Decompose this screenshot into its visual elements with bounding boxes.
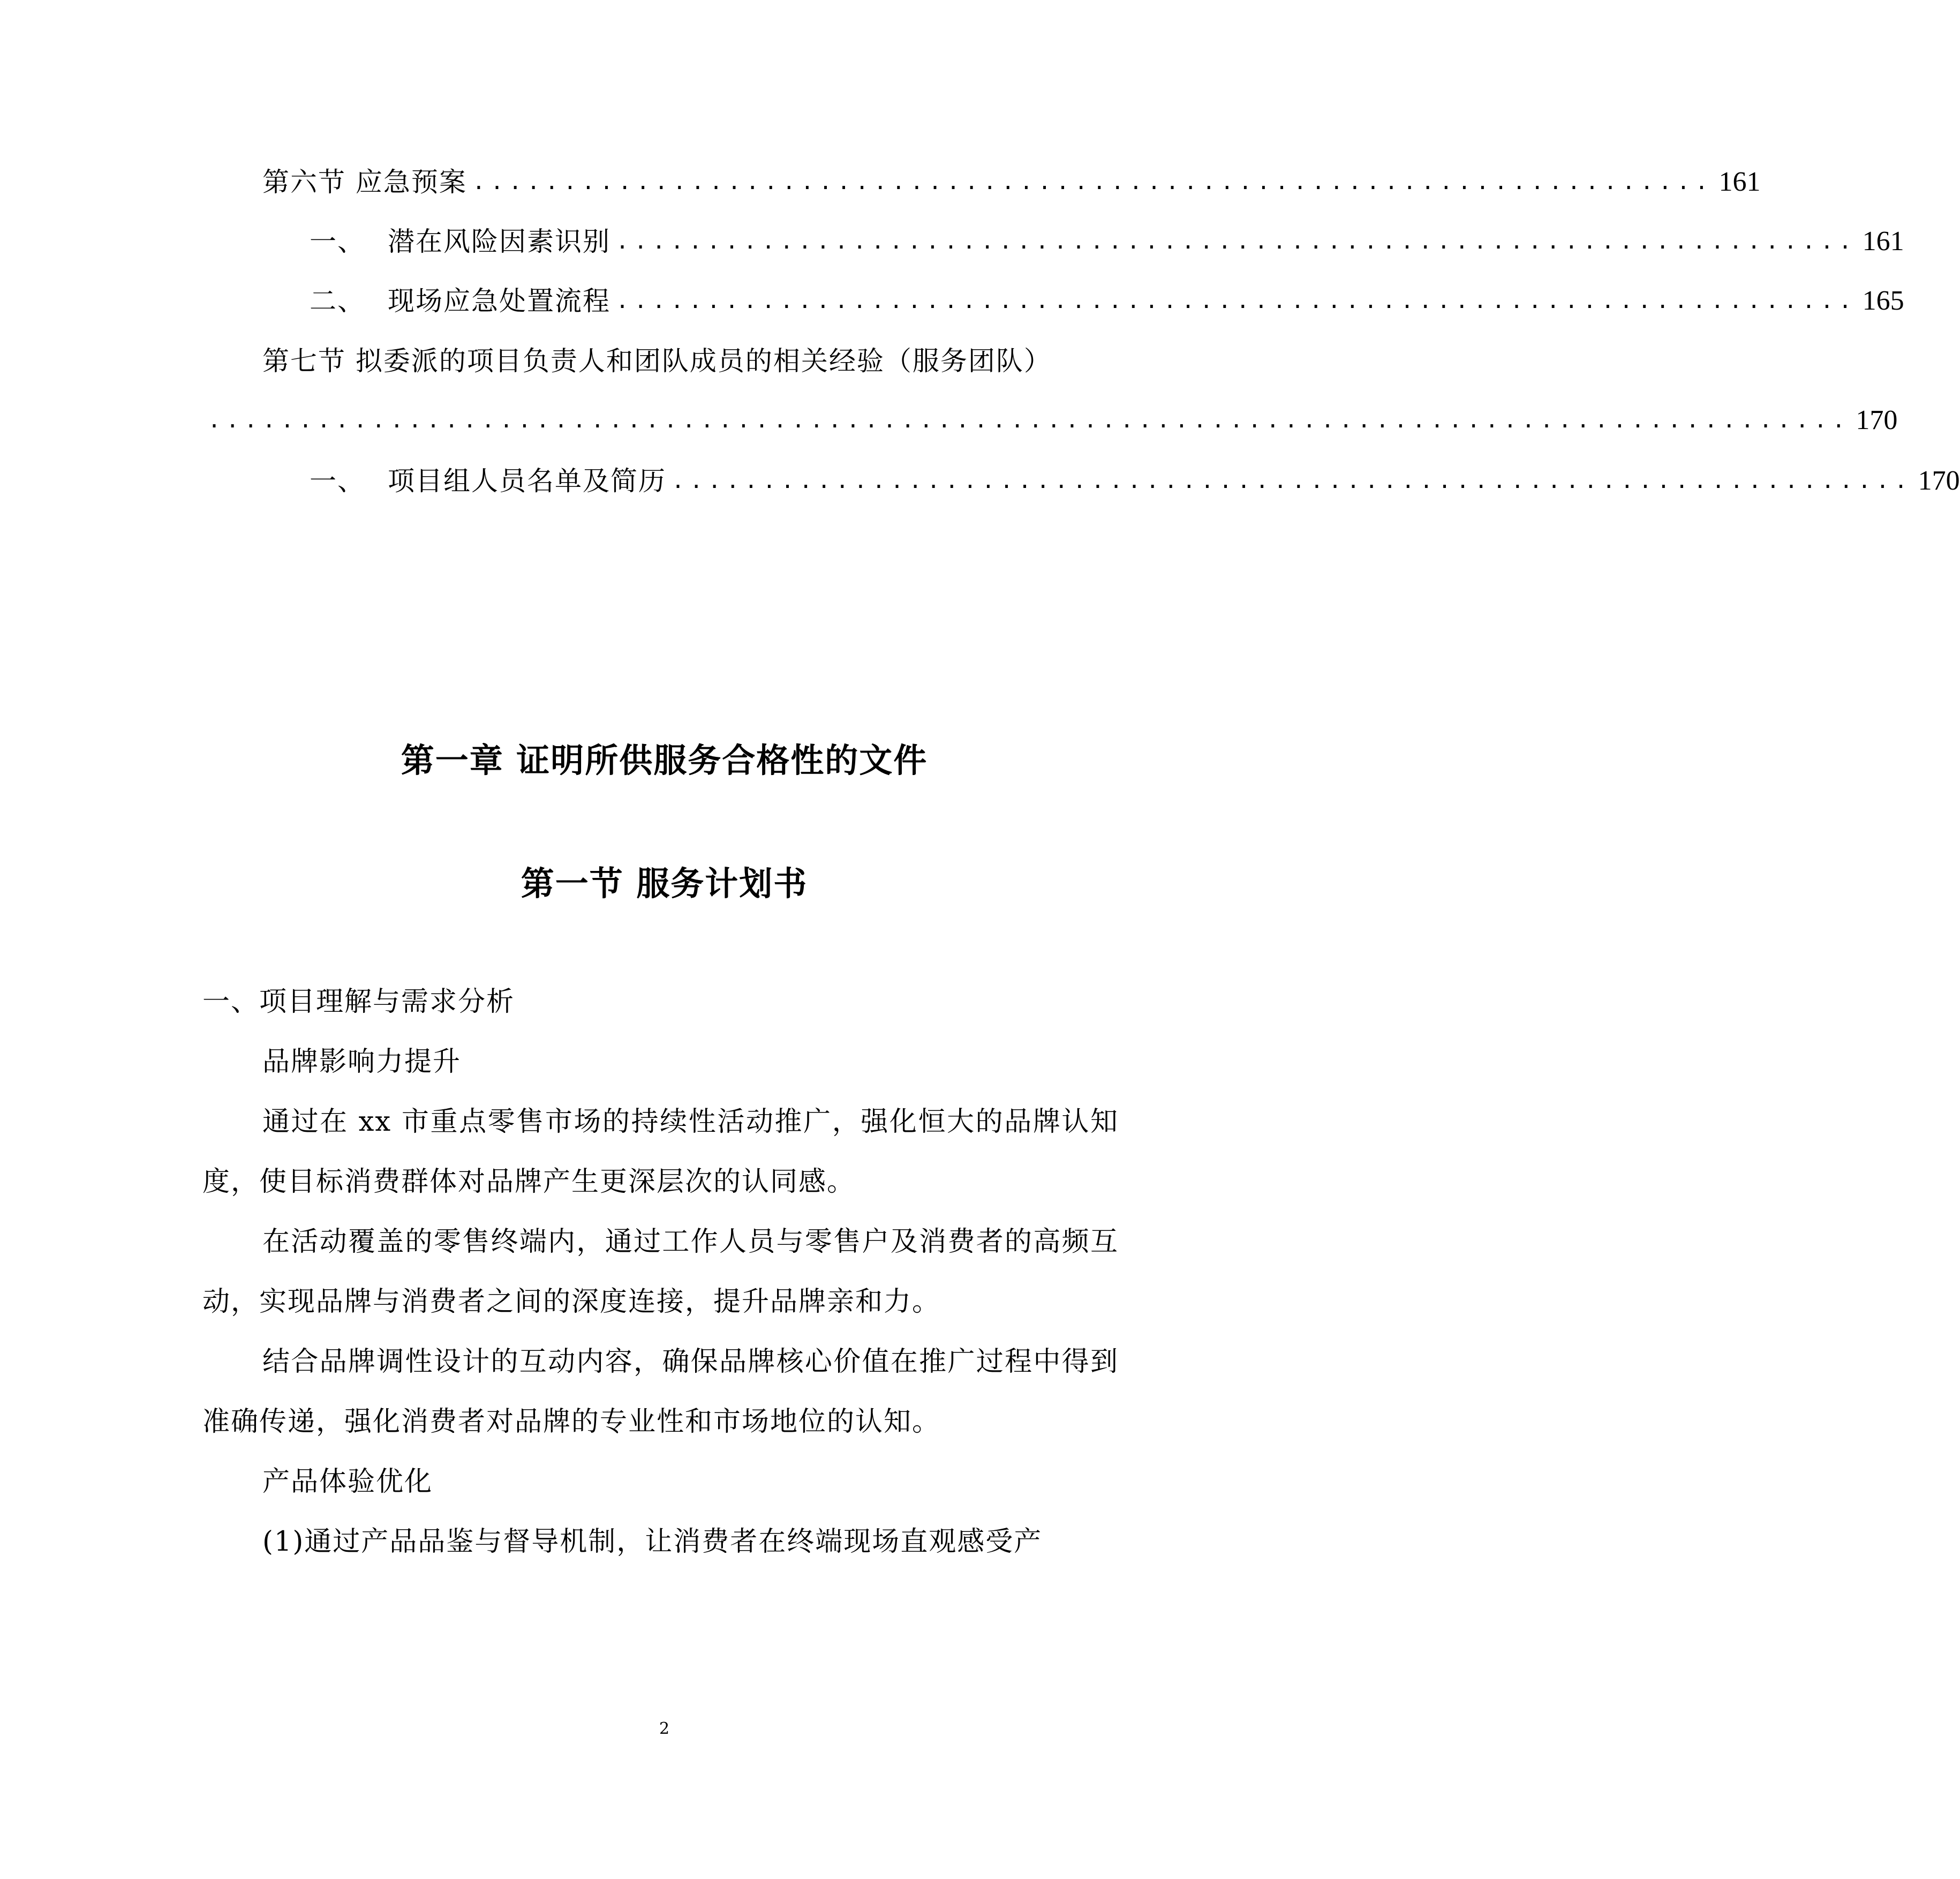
toc-entry-page: 161 [1718, 167, 1761, 197]
toc-entry-page: 170 [1856, 405, 1898, 435]
section-title: 第一节 服务计划书 [521, 864, 808, 903]
toc-entry-number: 一、 [310, 465, 365, 497]
toc-entry-page: 165 [1862, 285, 1904, 316]
toc-entry[interactable] [310, 280, 1904, 322]
topic-heading: 产品体验优化 [262, 1466, 433, 1498]
page-number: 2 [659, 1719, 670, 1738]
toc-entry-label: 项目组人员名单及简历 [388, 465, 666, 497]
toc-entry[interactable] [310, 220, 1904, 263]
body-paragraph: 结合品牌调性设计的互动内容，确保品牌核心价值在推广过程中得到准确传递，强化消费者对品牌的专业性和市场地位的认知。 [202, 1346, 1119, 1438]
subsection-heading: 一、项目理解与需求分析 [202, 986, 515, 1018]
body-paragraph: 在活动覆盖的零售终端内，通过工作人员与零售户及消费者的高频互动，实现品牌与消费者之间的深度连接，提升品牌亲和力。 [202, 1226, 1119, 1318]
toc-entry-page: 170 [1918, 465, 1960, 496]
toc-entry-label: 现场应急处置流程 [388, 285, 610, 317]
toc-leader-dots: .................................................................... [472, 170, 1714, 194]
toc-entry-continuation[interactable] [202, 399, 1898, 442]
toc-entry-label: 第六节 应急预案 [262, 167, 467, 198]
toc-entry-page: 161 [1862, 226, 1904, 257]
body-paragraph: (1)通过产品品鉴与督导机制，让消费者在终端现场直观感受产 [262, 1526, 1043, 1558]
body-paragraph: 通过在 xx 市重点零售市场的持续性活动推广，强化恒大的品牌认知度，使目标消费群体对品牌产生更深层次的认同感。 [202, 1106, 1119, 1198]
toc-leader-dots: .................................................................... [672, 469, 1913, 493]
toc-entry-number: 二、 [310, 285, 365, 317]
toc-entry[interactable] [310, 460, 1960, 502]
toc-leader-dots: .................................................................... [616, 229, 1857, 254]
toc-entry-label: 第七节 拟委派的项目负责人和团队成员的相关经验（服务团队） [262, 345, 1052, 377]
toc-leader-dots: .......................................................................................... [208, 408, 1851, 433]
chapter-title: 第一章 证明所供服务合格性的文件 [401, 741, 928, 780]
topic-heading: 品牌影响力提升 [262, 1046, 462, 1078]
toc-entry-label: 潜在风险因素识别 [388, 226, 610, 257]
toc-leader-dots: .................................................................... [616, 289, 1857, 313]
toc-entry-number: 一、 [310, 226, 365, 257]
toc-entry[interactable] [262, 340, 1119, 382]
toc-entry[interactable] [262, 161, 1761, 204]
